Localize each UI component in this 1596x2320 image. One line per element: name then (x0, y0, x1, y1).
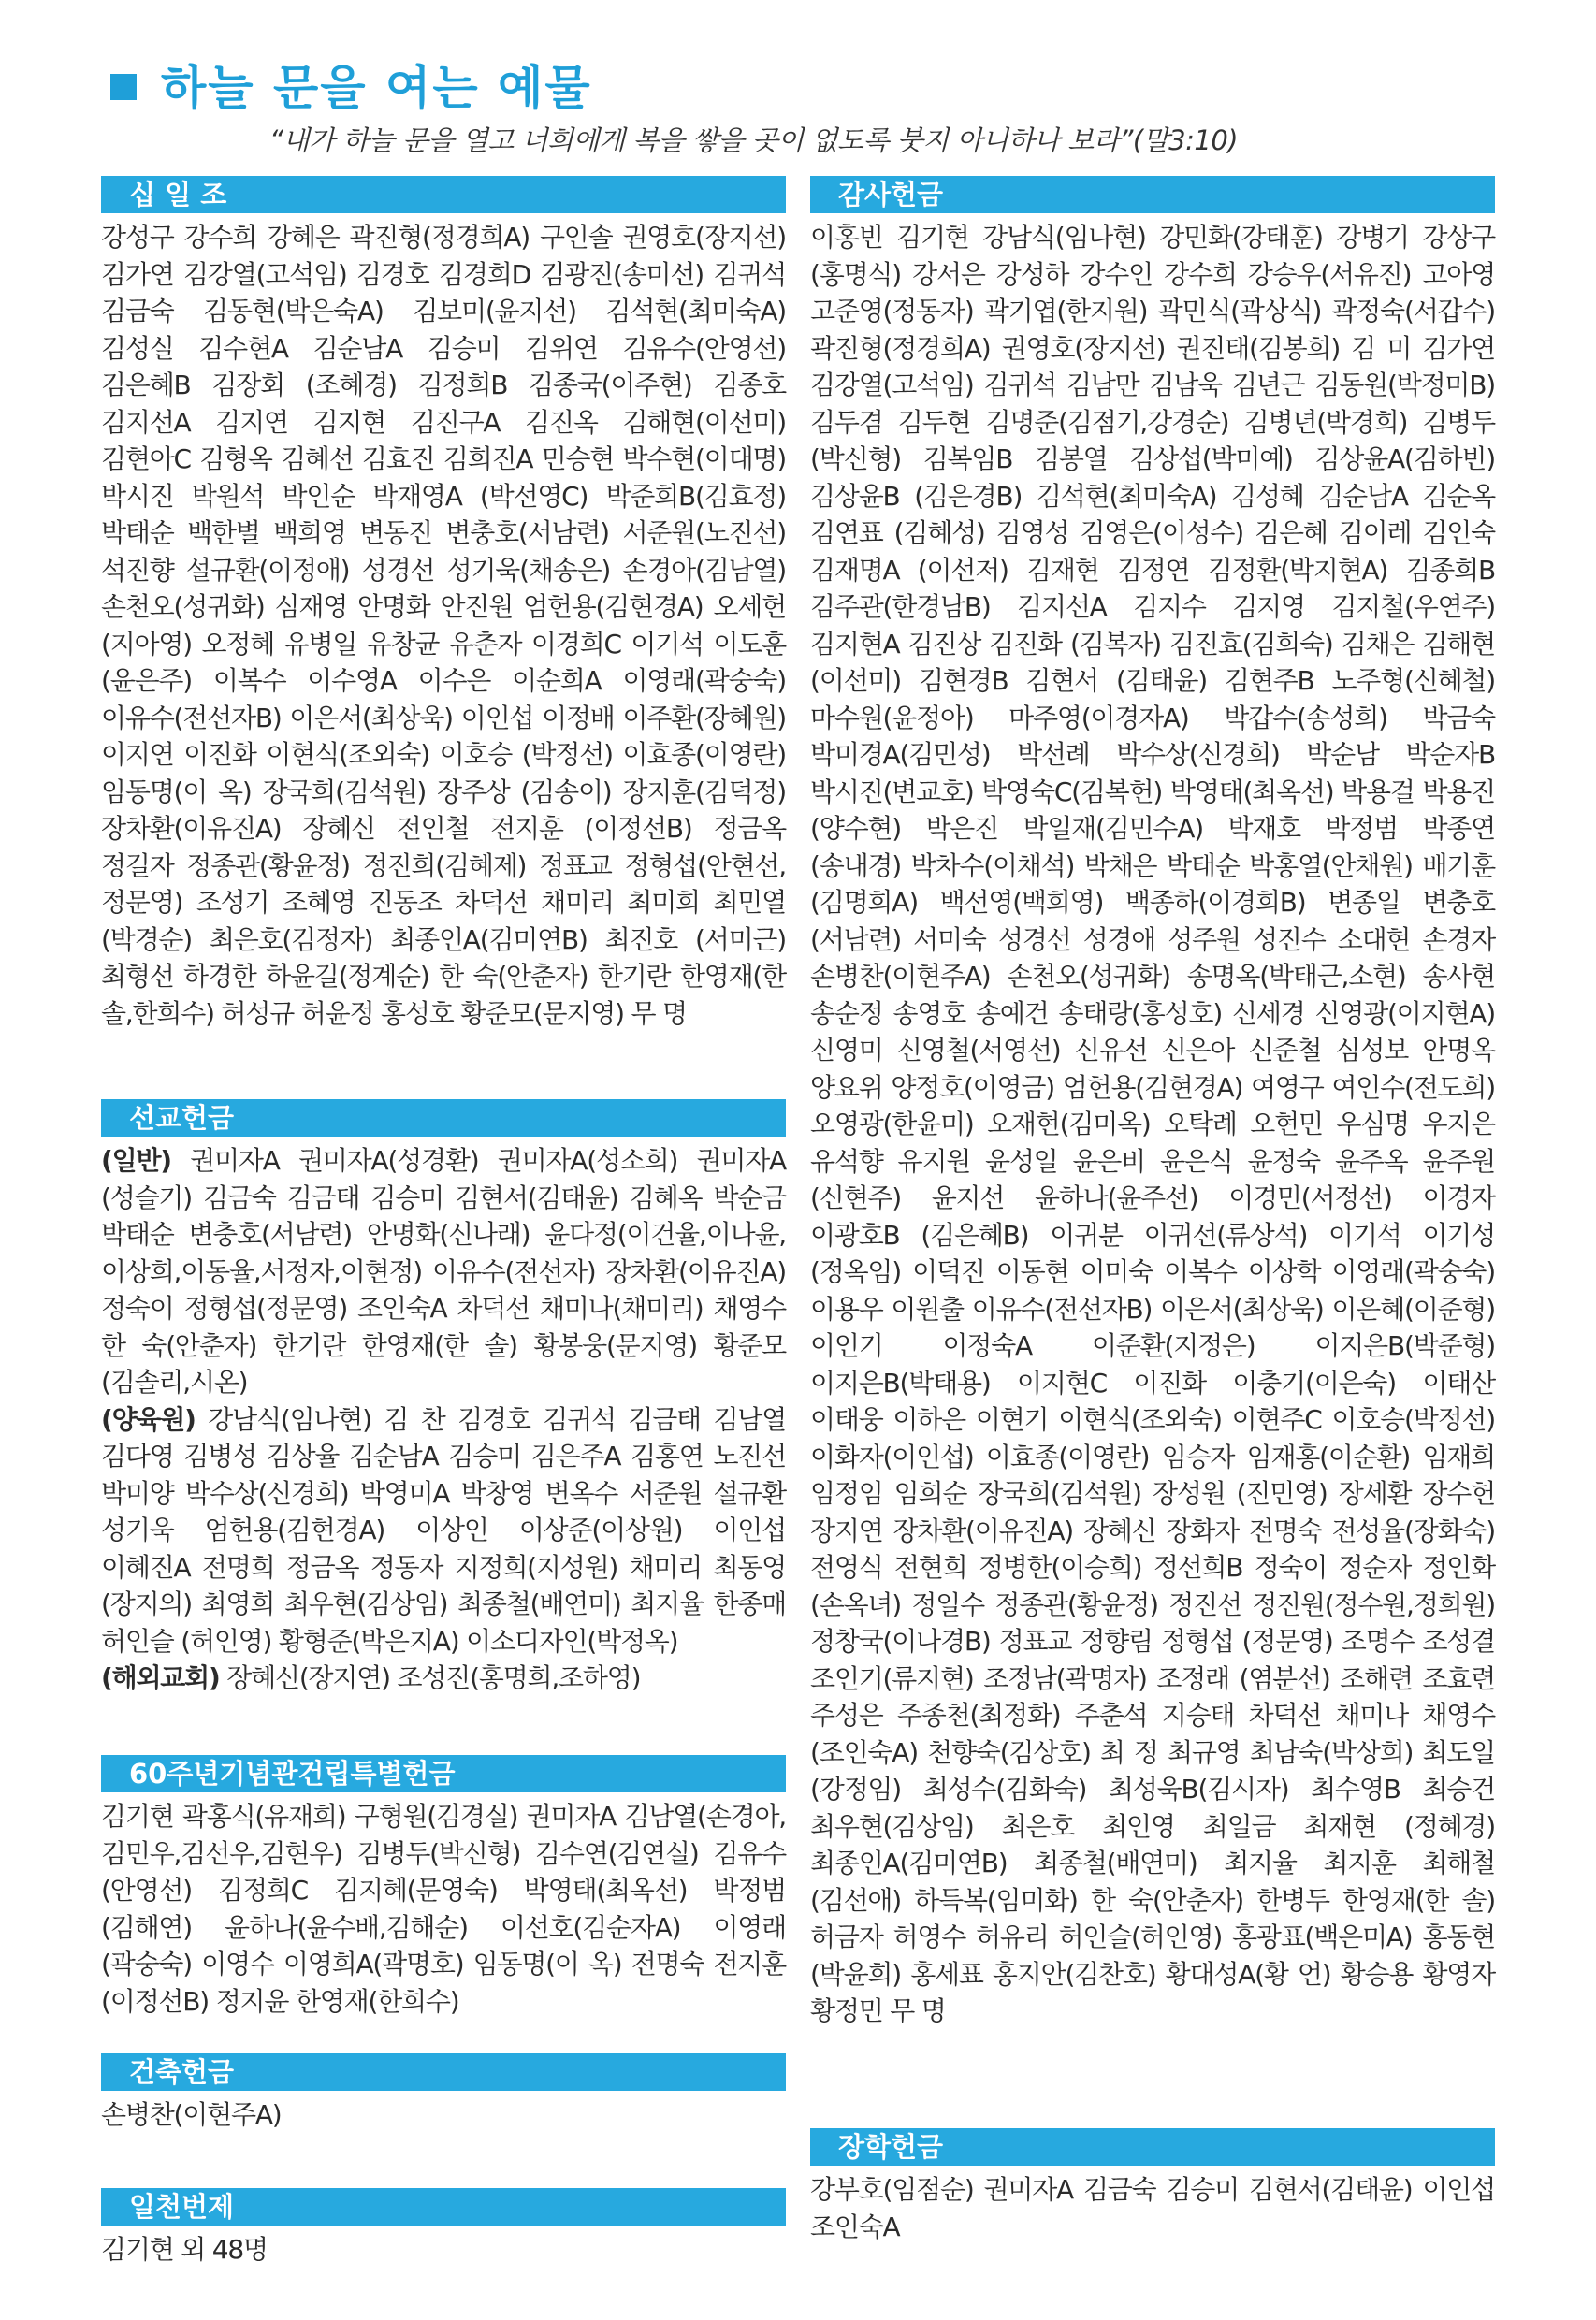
page-title: 하늘 문을 여는 예물 (161, 61, 592, 115)
anniversary-names: 김기현 곽홍식(유재희) 구형원(김경실) 권미자A 김남열(손경아, 김민우,김선우,김현우) 김병두(박신형) 김수연(김연실) 김유수 (안영선) 김정희C 김지혜(문영숙) 박영태(최옥선) 박정범(김해연) 윤하나(윤수배,김해순) 이선호(김순자A) 이영래(곽숭숙) 이영수 이영희A(곽명호) 임동명(이 옥) 전명숙 전지훈(이정선B) 정지윤 한영재(한희수) (101, 1801, 786, 2017)
tithe-section (101, 176, 786, 1032)
mission-nurture (101, 1401, 786, 1660)
building-names: 손병찬(이현주A) (101, 2099, 282, 2130)
tithe-header: 십 일 조 (101, 176, 786, 213)
mission-names (101, 1142, 786, 1697)
thanks-names: 이홍빈 김기현 강남식(임나현) 강민화(강태훈) 강병기 강상구 (홍명식) 강서은 강성하 강수인 강수희 강승우(서유진) 고아영 고준영(정동자) 곽기엽(한지원) 곽민식(곽상식) 곽정숙(서갑수) 곽진형(정경희A) 권영호(장지선) 권진태(김봉희) 김 미 김가연 김강열(고석임) 김귀석 김남만 김남욱 김년근 김동원(박정미B) 김두겸 김두현 김명준(김점기,강경순) 김병년(박경희) 김병두 (박신형) 김복임B 김봉열 김상섭(박미예) 김상윤A(김하빈) 김상윤B (김은경B) 김석현(최미숙A) 김성혜 김순남A 김순옥 김연표 (김혜성) 김영성 김영은(이성수) 김은혜 김이레 김인숙 김재명A (이선저) 김재현 김정연 김정환(박지현A) 김종희B 김주관(한경남B) 김지선A 김지수 김지영 김지철(우연주) 김지현A 김진상 김진화 (김복자) 김진효(김희숙) 김채은 김해현(이선미) 김현경B 김현서 (김태윤) 김현주B 노주형(신혜철) 마수원(윤정아) 마주영(이경자A) 박갑수(송성희) 박금숙 박미경A(김민성) 박선례 박수상(신경희) 박순남 박순자B 박시진(변교호) 박영숙C(김복헌) 박영태(최옥선) 박용걸 박용진(양수현) 박은진 박일재(김민수A) 박재호 박정범 박종연(송내경) 박차수(이채석) 박채은 박태순 박홍열(안채원) 배기훈(김명희A) 백선영(백희영) 백종하(이경희B) 변종일 변충호 (서남련) 서미숙 성경선 성경애 성주원 성진수 소대현 손경자 손병찬(이현주A) 손천오(성귀화) 송명옥(박태근,소현) 송사현 송순정 송영호 송예건 송태랑(홍성호) 신세경 신영광(이지현A) 신영미 신영철(서영선) 신유선 신은아 신준철 심성보 안명옥 양요위 양정호(이영금) 엄헌용(김현경A) 여영구 여인수(전도희) 오영광(한윤미) 오재현(김미옥) 오탁례 오현민 우심명 우지은 유석향 유지원 윤성일 윤은비 윤은식 윤정숙 윤주옥 윤주원 (신현주) 윤지선 윤하나(윤주선) 이경민(서정선) 이경자 이광호B (김은혜B) 이귀분 이귀선(류상석) 이기석 이기성(정옥임) 이덕진 이동현 이미숙 이복수 이상학 이영래(곽숭숙) 이용우 이원출 이유수(전선자B) 이은서(최상욱) 이은혜(이준형) 이인기 이정숙A 이준환(지정은) 이지은B(박준형) 이지은B(박태용) 이지현C 이진화 이충기(이은숙) 이태산 이태웅 이하은 이현기 이현식(조외숙) 이현주C 이호승(박정선) 이화자(이인섭) 이효종(이영란) 임승자 임재홍(이순환) 임재희 임정임 임희순 장국희(김석원) 장성원 (진민영) 장세환 장수헌 장지연 장차환(이유진A) 장혜신 장화자 전명숙 전성율(장화숙) 전영식 전현희 정병한(이승희) 정선희B 정숙이 정순자 정인화(손옥녀) 정일수 정종관(황윤정) 정진선 정진원(정수원,정희원) 정창국(이나경B) 정표교 정향림 정형섭 (정문영) 조명수 조성결 조인기(류지현) 조정남(곽명자) 조정래 (염분선) 조해련 조효련 주성은 주종천(최정화) 주춘석 지승태 차덕선 채미나 채영수(조인숙A) 천향숙(김상호) 최 정 최규영 최남숙(박상희) 최도일(강정임) 최성수(김화숙) 최성욱B(김시자) 최수영B 최승건 최우현(김상임) 최은호 최인영 최일금 최재현 (정혜경) 최종인A(김미연B) 최종철(배연미) 최지율 최지훈 최해철 (김선애) 하득복(임미화) 한 숙(안춘자) 한병두 한영재(한 솔) 허금자 허영수 허유리 허인슬(허인영) 홍광표(백은미A) 홍동현 (박윤희) 홍세표 홍지안(김찬호) 황대성A(황 언) 황승용 황영자 황정민 무 명 (810, 222, 1495, 2026)
building-section (101, 2053, 786, 2134)
mission-general-label: (일반) (101, 1145, 171, 1176)
firstfruits-header: 일천번제 (101, 2188, 786, 2226)
firstfruits-names: 김기현 외 48명 (101, 2234, 268, 2265)
mission-nurture-text: 강남식(임나현) 김 찬 김경호 김귀석 김금태 김남열 김다영 김병성 김상율 김순남A 김승미 김은주A 김홍연 노진선 박미양 박수상(신경희) 박영미A 박창영 변옥수 서준원 설규환 성기욱 엄헌용(김현경A) 이상인 이상준(이상원) 이인섭 이혜진A 전명희 정금옥 정동자 지정희(지성원) 채미리 최동영(장지의) 최영희 최우현(김상임) 최종철(배연미) 최지율 한종매 허인슬 (허인영) 황형준(박은지A) 이소디자인(박정옥) (101, 1403, 786, 1657)
building-header: 건축헌금 (101, 2053, 786, 2091)
anniversary-section (101, 1755, 786, 2020)
scholarship-names: 강부호(임점순) 권미자A 김금숙 김승미 김현서(김태윤) 이인섭 조인숙A (810, 2174, 1495, 2242)
scholarship-section (810, 2128, 1495, 2245)
thanks-section (810, 176, 1495, 2030)
mission-general-text: 권미자A 권미자A(성경환) 권미자A(성소희) 권미자A (성슬기) 김금숙 김금태 김승미 김현서(김태윤) 김혜옥 박순금 박태순 변충호(서남련) 안명화(신나래) 윤다정(이건율,이나윤, 이상희,이동율,서정자,이현정) 이유수(전선자) 장차환(이유진A) 정숙이 정형섭(정문영) 조인숙A 차덕선 채미나(채미리) 채영수 한 숙(안춘자) 한기란 한영재(한 솔) 황봉웅(문지영) 황준모 (김솔리,시온) (101, 1145, 786, 1398)
firstfruits-section (101, 2188, 786, 2269)
tithe-names: 강성구 강수희 강혜은 곽진형(정경희A) 구인솔 권영호(장지선) 김가연 김강열(고석임) 김경호 김경희D 김광진(송미선) 김귀석 김금숙 김동현(박은숙A) 김보미(윤지선) 김석현(최미숙A) 김성실 김수현A 김순남A 김승미 김위연 김유수(안영선) 김은혜B 김장회 (조혜경) 김정희B 김종국(이주현) 김종호 김지선A 김지연 김지현 김진구A 김진옥 김해현(이선미) 김현아C 김형옥 김혜선 김효진 김희진A 민승현 박수현(이대명) 박시진 박원석 박인순 박재영A (박선영C) 박준희B(김효정) 박태순 백한별 백희영 변동진 변충호(서남련) 서준원(노진선) 석진향 설규환(이정애) 성경선 성기욱(채송은) 손경아(김남열) 손천오(성귀화) 심재영 안명화 안진원 엄헌용(김현경A) 오세헌(지아영) 오정혜 유병일 유창균 유춘자 이경희C 이기석 이도훈(윤은주) 이복수 이수영A 이수은 이순희A 이영래(곽숭숙) 이유수(전선자B) 이은서(최상욱) 이인섭 이정배 이주환(장혜원) 이지연 이진화 이현식(조외숙) 이호승 (박정선) 이효종(이영란) 임동명(이 옥) 장국희(김석원) 장주상 (김송이) 장지훈(김덕정) 장차환(이유진A) 장혜신 전인철 전지훈 (이정선B) 정금옥 정길자 정종관(황윤정) 정진희(김혜제) 정표교 정형섭(안현선,정문영) 조성기 조혜영 진동조 차덕선 채미리 최미희 최민열(박경순) 최은호(김정자) 최종인A(김미연B) 최진호 (서미근) 최형선 하경한 하윤길(정계순) 한 숙(안춘자) 한기란 한영재(한 솔,한희수) 허성규 허윤정 홍성호 황준모(문지영) 무 명 (101, 222, 786, 1029)
title-square-icon (110, 74, 137, 100)
mission-header: 선교헌금 (101, 1099, 786, 1137)
mission-overseas-text: 장혜신(장지연) 조성진(홍명희,조하영) (219, 1662, 641, 1693)
mission-section (101, 1099, 786, 1697)
scholarship-header: 장학헌금 (810, 2128, 1495, 2166)
mission-overseas (101, 1660, 786, 1697)
mission-nurture-label: (양육원) (101, 1403, 196, 1435)
mission-general (101, 1142, 786, 1401)
thanks-header: 감사헌금 (810, 176, 1495, 213)
page-title-row (110, 51, 592, 117)
mission-overseas-label: (해외교회) (101, 1662, 220, 1693)
anniversary-header: 60주년기념관건립특별헌금 (101, 1755, 786, 1792)
scripture-verse: “내가 하늘 문을 열고 너희에게 복을 쌓을 곳이 없도록 붓지 아니하나 보라”(말3:10) (269, 124, 1239, 156)
